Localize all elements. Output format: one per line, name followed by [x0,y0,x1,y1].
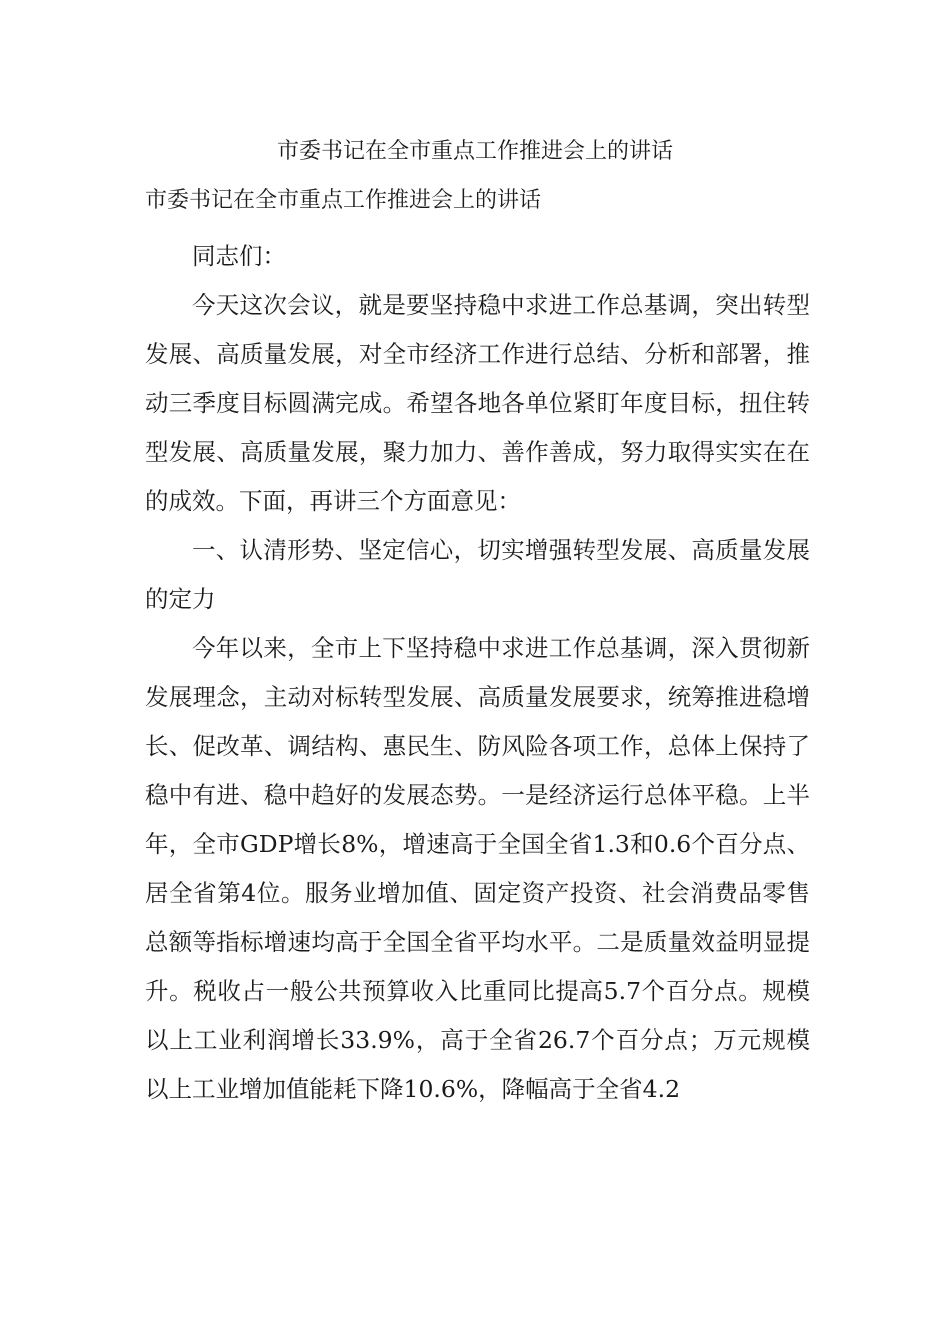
section-heading-1: 一、认清形势、坚定信心，切实增强转型发展、高质量发展的定力 [145,536,810,613]
salutation: 同志们： [192,242,286,270]
document-subtitle: 市委书记在全市重点工作推进会上的讲话 [145,188,542,213]
document-title: 市委书记在全市重点工作推进会上的讲话 [276,139,673,164]
paragraph-intro: 今天这次会议，就是要坚持稳中求进工作总基调，突出转型发展、高质量发展，对全市经济工作进行总结、分析和部署，推动三季度目标圆满完成。希望各地各单位紧盯年度目标，扭住转型发展、高质量发展，聚力加力、善作善成，努力取得实实在在的成效。下面，再讲三个方面意见： [145,291,810,515]
document-body [145,232,810,1114]
paragraph-situation: 今年以来，全市上下坚持稳中求进工作总基调，深入贯彻新发展理念，主动对标转型发展、高质量发展要求，统筹推进稳增长、促改革、调结构、惠民生、防风险各项工作，总体上保持了稳中有进、稳中趋好的发展态势。一是经济运行总体平稳。上半年，全市GDP增长8%，增速高于全国全省1.3和0.6个百分点、居全省第4位。服务业增加值、固定资产投资、社会消费品零售总额等指标增速均高于全国全省平均水平。二是质量效益明显提升。税收占一般公共预算收入比重同比提高5.7个百分点。规模以上工业利润增长33.9%，高于全省26.7个百分点；万元规模以上工业增加值能耗下降10.6%，降幅高于全省4.2 [145,634,810,1103]
